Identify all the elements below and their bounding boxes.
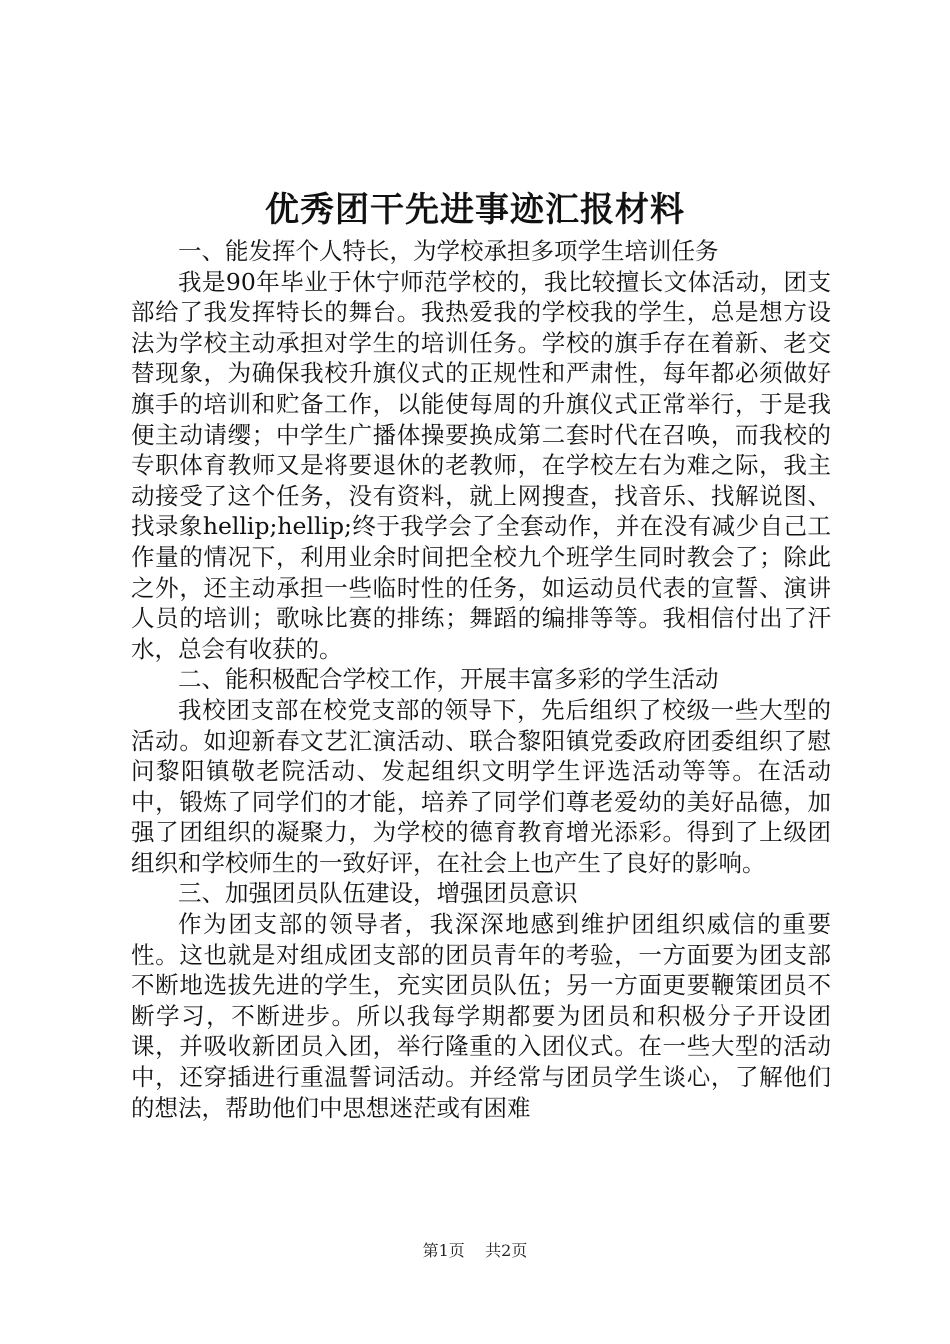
document-title: 优秀团干先进事迹汇报材料 xyxy=(265,190,685,230)
section-heading-2: 二、能积极配合学校工作，开展丰富多彩的学生活动 xyxy=(178,665,719,694)
section-paragraph-3: 作为团支部的领导者，我深深地感到维护团组织威信的重要性。这也就是对组成团支部的团员青年的考验，一方面要为团支部不断地选拔先进的学生，充实团员队伍；另一方面更要鞭策团员不断学习，不断进步。所以我每学期都要为团员和积极分子开设团课，并吸收新团员入团，举行隆重的入团仪式。在一些大型的活动中，还穿插进行重温誓词活动。并经常与团员学生谈心，了解他们的想法，帮助他们中思想迷茫或有困难 xyxy=(131,910,831,1122)
document-body xyxy=(131,236,831,1123)
page-footer xyxy=(0,1240,950,1262)
page-total: 共2页 xyxy=(485,1241,528,1260)
section-paragraph-1: 我是90年毕业于休宁师范学校的，我比较擅长文体活动，团支部给了我发挥特长的舞台。我热爱我的学校我的学生，总是想方设法为学校主动承担对学生的培训任务。学校的旗手存在着新、老交替现象，为确保我校升旗仪式的正规性和严肃性，每年都必须做好旗手的培训和贮备工作，以能使每周的升旗仪式正常举行，于是我便主动请缨；中学生广播体操要换成第二套时代在召唤，而我校的专职体育教师又是将要退休的老教师，在学校左右为难之际，我主动接受了这个任务，没有资料，就上网搜查，找音乐、找解说图、找录象hellip;hellip;终于我学会了全套动作，并在没有减少自己工作量的情况下，利用业余时间把全校九个班学生同时教会了；除此之外，还主动承担一些临时性的任务，如运动员代表的宣誓、演讲人员的培训；歌咏比赛的排练；舞蹈的编排等等。我相信付出了汗水，总会有收获的。 xyxy=(131,267,831,663)
page-number: 第1页 xyxy=(422,1241,465,1260)
section-paragraph-2: 我校团支部在校党支部的领导下，先后组织了校级一些大型的活动。如迎新春文艺汇演活动、联合黎阳镇党委政府团委组织了慰问黎阳镇敬老院活动、发起组织文明学生评选活动等等。在活动中，锻炼了同学们的才能，培养了同学们尊老爱幼的美好品德，加强了团组织的凝聚力，为学校的德育教育增光添彩。得到了上级团组织和学校师生的一致好评，在社会上也产生了良好的影响。 xyxy=(131,695,831,877)
section-heading-3: 三、加强团员队伍建设，增强团员意识 xyxy=(178,879,578,908)
section-heading-1: 一、能发挥个人特长，为学校承担多项学生培训任务 xyxy=(178,237,719,265)
